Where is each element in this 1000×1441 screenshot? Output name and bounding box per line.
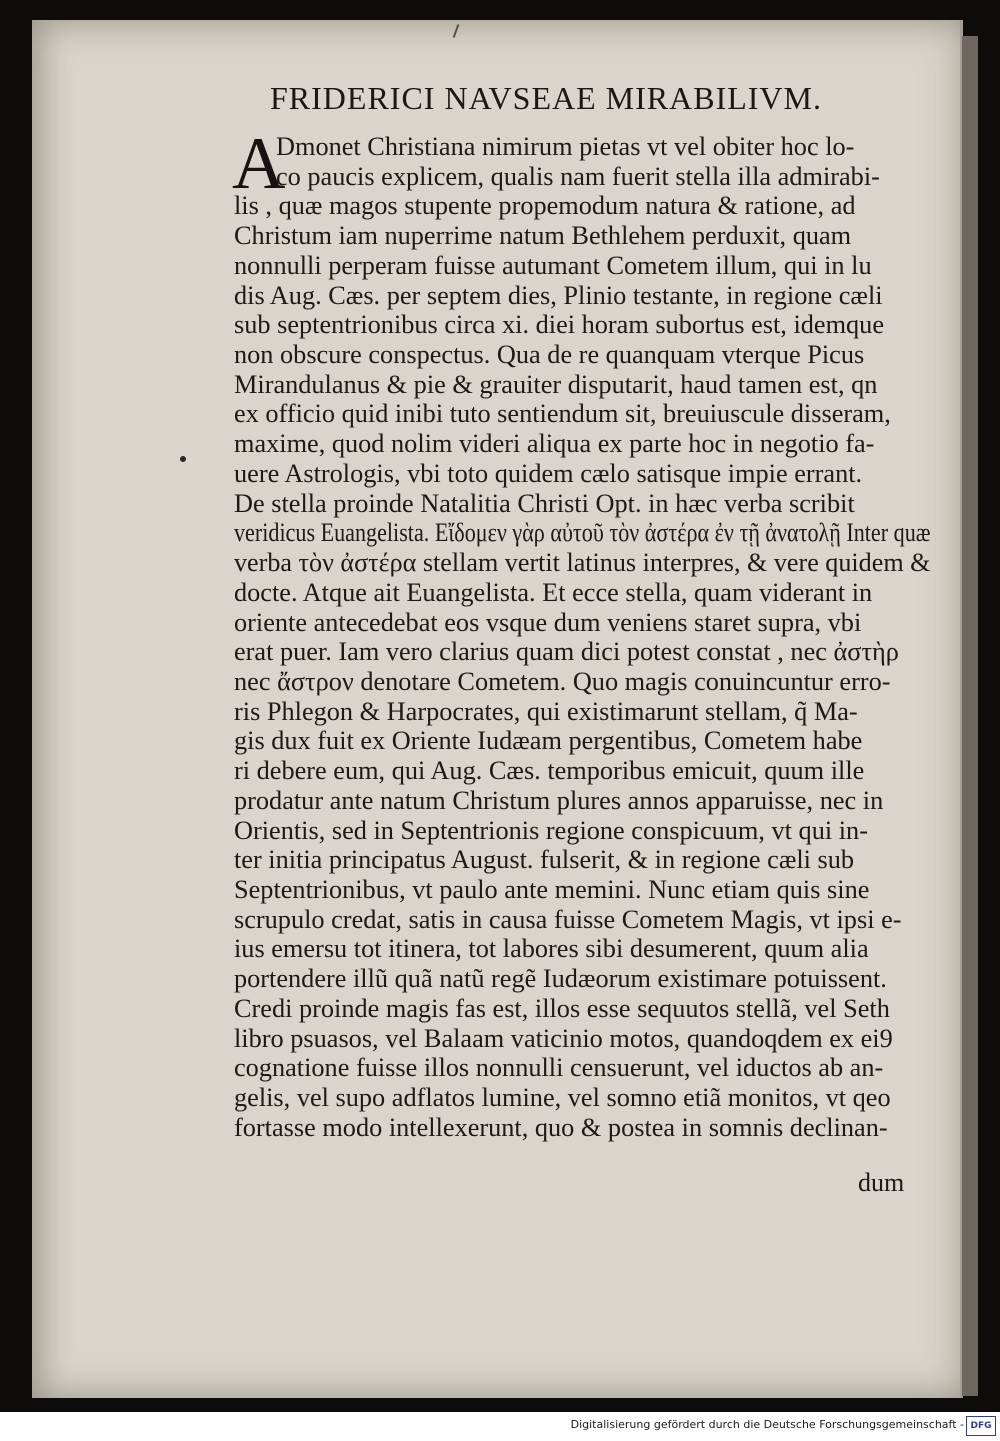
text-line: fortasse modo intellexerunt, quo & postea in somnis declinan- — [234, 1112, 888, 1142]
text-line: Septentrionibus, vt paulo ante memini. Nunc etiam quis sine — [234, 874, 870, 904]
text-line: Christum iam nuperrime natum Bethlehem perduxit, quam — [234, 221, 852, 251]
text-line: Dmonet Christiana nimirum pietas vt vel obiter hoc lo- — [276, 132, 855, 161]
dfg-logo: DFG — [966, 1416, 996, 1436]
running-head: FRIDERICI NAVSEAE MIRABILIVM. — [270, 80, 822, 116]
text-line: Orientis, sed in Septentrionis regione conspicuum, vt qui in- — [234, 815, 868, 845]
text-line: oriente antecedebat eos vsque dum veniens staret supra, vbi — [234, 607, 862, 637]
text-line: gis dux fuit ex Oriente Iudæam pergentibus, Cometem habe — [234, 726, 863, 756]
text-line: erat puer. Iam vero clarius quam dici potest constat , nec ἀστὴρ — [234, 637, 899, 667]
text-line: ris Phlegon & Harpocrates, qui existimarunt stellam, q̃ Ma- — [234, 696, 858, 726]
text-line: docte. Atque ait Euangelista. Et ecce stella, quam viderant in — [234, 577, 873, 607]
book-spine — [962, 36, 978, 1396]
text-line: nec ἄστρον denotare Cometem. Quo magis conuincuntur erro- — [234, 666, 891, 696]
text-line: libro psuasos, vel Balaam vaticinio motos, quandoqdem ex ei9 — [234, 1023, 893, 1053]
text-line: prodatur ante natum Christum plures annos apparuisse, nec in — [234, 785, 884, 815]
text-line: gelis, vel supo adflatos lumine, vel somno etiã monitos, vt qeo — [234, 1083, 891, 1112]
text-line: sub septentrionibus circa xi. diei horam subortus est, idemque — [234, 310, 884, 340]
text-line: nonnulli perperam fuisse autumant Cometem illum, qui in lu — [234, 250, 872, 280]
text-line: lis , quæ magos stupente propemodum natura & ratione, ad — [234, 191, 856, 221]
text-line: maxime, quod nolim videri aliqua ex parte hoc in negotio fa- — [234, 429, 875, 459]
text-line: ius emersu tot itinera, tot labores sibi desumerent, quum alia — [234, 934, 869, 964]
text-lines — [232, 123, 931, 1142]
drop-cap: A — [232, 123, 286, 205]
ink-dot — [180, 456, 186, 462]
text-line: scrupulo credat, satis in causa fuisse Cometem Magis, vt ipsi e- — [234, 904, 902, 934]
text-line: uere Astrologis, vbi toto quidem cælo satisque impie errant. — [234, 458, 863, 488]
text-line: portendere illũ quã natũ regẽ Iudæorum existimare potuissent. — [234, 964, 887, 994]
digitization-footer — [0, 1412, 1000, 1441]
text-line: ter initia principatus August. fulserit, & in regione cæli sub — [234, 845, 855, 875]
text-line: Mirandulanus & pie & grauiter disputarit, haud tamen est, qn — [234, 369, 878, 399]
catchword: dum — [858, 1168, 905, 1197]
text-line: co paucis explicem, qualis nam fuerit stella illa admirabi- — [276, 161, 880, 191]
text-line: dis Aug. Cæs. per septem dies, Plinio testante, in regione cæli — [234, 280, 883, 310]
text-line: ex officio quid inibi tuto sentiendum sit, breuiuscule disseram, — [234, 399, 891, 429]
body-text — [232, 123, 931, 1142]
text-line: veridicus Euangelista. Εἴδομεν γὰρ αὐτοῦ τὸν ἀστέρα ἐν τῇ ἀνατολῇ Inter quæ — [234, 518, 931, 548]
funding-credit: Digitalisierung gefördert durch die Deutsche Forschungsgemeinschaft - — [570, 1418, 964, 1431]
text-line: ri debere eum, qui Aug. Cæs. temporibus emicuit, quum ille — [234, 756, 865, 786]
text-line: non obscure conspectus. Qua de re quanquam vterque Picus — [234, 340, 865, 370]
text-line: De stella proinde Natalitia Christi Opt. in hæc verba scribit — [234, 488, 855, 518]
text-line: verba τὸν ἀστέρα stellam vertit latinus interpres, & vere quidem & — [234, 548, 931, 578]
text-line: cognatione fuisse illos nonnulli censuerunt, vel iductos ab an- — [234, 1053, 884, 1083]
text-line: Credi proinde magis fas est, illos esse sequutos stellã, vel Seth — [234, 993, 890, 1023]
